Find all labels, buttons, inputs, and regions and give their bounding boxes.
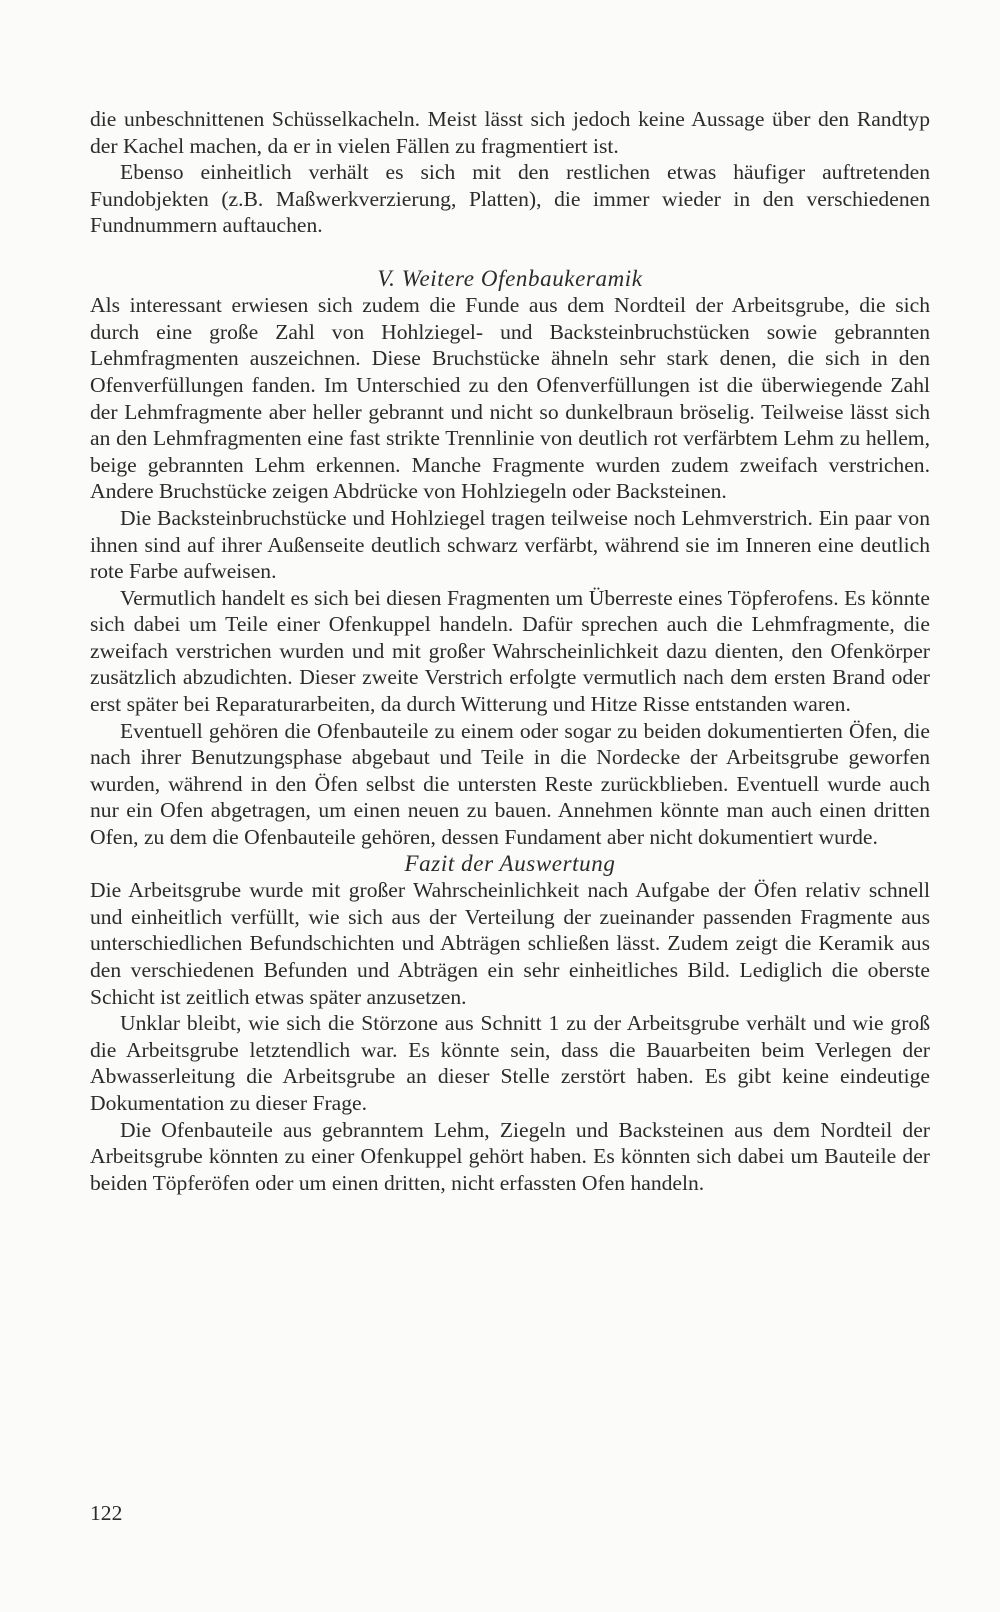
page-body: [90, 106, 930, 1196]
section-heading-fazit: Fazit der Auswertung: [404, 850, 616, 876]
section1-paragraph-1: Als interessant erwiesen sich zudem die Funde aus dem Nordteil der Arbeitsgrube, die sich durch eine große Zahl von Hohlziegel- und Backsteinbruchstücken sowie gebrannten Lehmfragmenten auszeichnen. Diese Bruchstücke ähneln sehr stark denen, die sich in den Ofenverfüllungen fanden. Im Unterschied zu den Ofenverfüllungen ist die überwiegende Zahl der Lehmfragmente aber heller gebrannt und nicht so dunkelbraun bröselig. Teilweise lässt sich an den Lehmfragmenten eine fast strikte Trennlinie von deutlich rot verfärbtem Lehm zu hellem, beige gebrannten Lehm erkennen. Manche Fragmente wurden zudem zweifach verstrichen. Andere Bruchstücke zeigen Abdrücke von Hohlziegeln oder Backsteinen.: [90, 293, 930, 504]
section1-paragraph-3: Vermutlich handelt es sich bei diesen Fragmenten um Überreste eines Töpferofens. Es könnte sich dabei um Teile einer Ofenkuppel handeln. Dafür sprechen auch die Lehmfragmente, die zweifach verstrichen wurden und mit großer Wahrscheinlichkeit dazu dienten, den Ofenkörper zusätzlich abzudichten. Dieser zweite Verstrich erfolgte vermutlich nach dem ersten Brand oder erst später bei Reparaturarbeiten, da durch Witterung und Hitze Risse entstanden waren.: [90, 585, 930, 717]
paragraph-top-2: Ebenso einheitlich verhält es sich mit den restlichen etwas häufiger auftretenden Fundobjekten (z.B. Maßwerkverzierung, Platten), die immer wieder in den verschiedenen Fundnummern auftauchen.: [90, 160, 930, 238]
section-heading-weitere-ofenbaukeramik: V. Weitere Ofenbaukeramik: [377, 265, 643, 291]
section1-paragraph-4: Eventuell gehören die Ofenbauteile zu einem oder sogar zu beiden dokumentierten Öfen, die nach ihrer Benutzungsphase abgebaut und Teile in die Nordecke der Arbeitsgrube geworfen wurden, während in den Öfen selbst die untersten Reste zurückblieben. Eventuell wurde auch nur ein Ofen abgetragen, um einen neuen zu bauen. Annehmen könnte man auch einen dritten Ofen, zu dem die Ofenbauteile gehören, dessen Fundament aber nicht dokumentiert wurde.: [90, 718, 930, 850]
paragraph-top-1: die unbeschnittenen Schüsselkacheln. Meist lässt sich jedoch keine Aussage über den Randtyp der Kachel machen, da er in vielen Fällen zu fragmentiert ist.: [90, 107, 930, 158]
section2-paragraph-1: Die Arbeitsgrube wurde mit großer Wahrscheinlichkeit nach Aufgabe der Öfen relativ schnell und einheitlich verfüllt, wie sich aus der Verteilung der zueinander passenden Fragmente aus unterschiedlichen Befundschichten und Abträgen schließen lässt. Zudem zeigt die Keramik aus den verschiedenen Befunden und Abträgen ein sehr einheitliches Bild. Lediglich die oberste Schicht ist zeitlich etwas später anzusetzen.: [90, 878, 930, 1009]
section2-paragraph-3: Die Ofenbauteile aus gebranntem Lehm, Ziegeln und Backsteinen aus dem Nordteil der Arbeitsgrube könnten zu einer Ofenkuppel gehört haben. Es könnten sich dabei um Bauteile der beiden Töpferöfen oder um einen dritten, nicht erfassten Ofen handeln.: [90, 1117, 930, 1195]
section1-paragraph-2: Die Backsteinbruchstücke und Hohlziegel tragen teilweise noch Lehmverstrich. Ein paar von ihnen sind auf ihrer Außenseite deutlich schwarz verfärbt, während sie im Inneren eine deutlich rote Farbe aufweisen.: [90, 505, 930, 584]
section2-paragraph-2: Unklar bleibt, wie sich die Störzone aus Schnitt 1 zu der Arbeitsgrube verhält und wie groß die Arbeitsgrube letztendlich war. Es könnte sein, dass die Bauarbeiten beim Verlegen der Abwasserleitung die Arbeitsgrube an dieser Stelle zerstört haben. Es gibt keine eindeutige Dokumentation zu dieser Frage.: [90, 1011, 930, 1115]
page-number: 122: [90, 1501, 123, 1525]
